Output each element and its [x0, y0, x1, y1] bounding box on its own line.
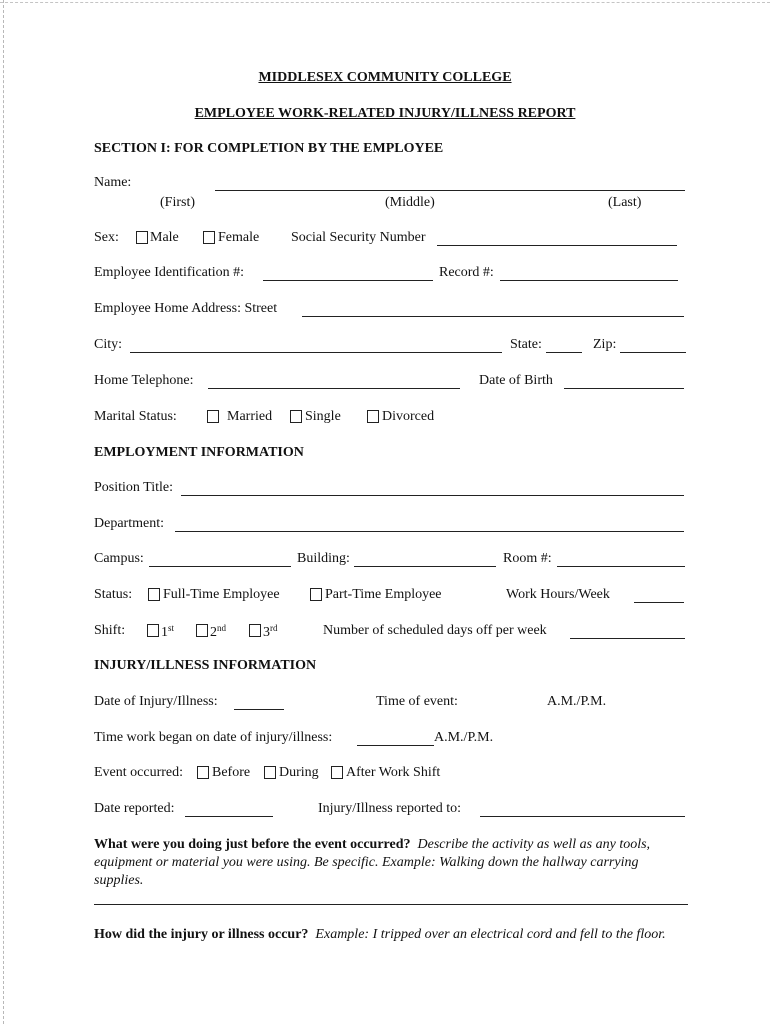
event-ampm-label: A.M./P.M.: [547, 694, 607, 709]
after-label: After Work Shift: [346, 765, 441, 780]
room-label: Room #:: [503, 551, 552, 566]
shift-3rd-label: 3rd: [263, 623, 278, 640]
married-label: Married: [227, 409, 273, 424]
during-checkbox[interactable]: [264, 766, 276, 779]
home-phone-label: Home Telephone:: [94, 373, 194, 388]
page-edge-top: [0, 2, 770, 3]
zip-label: Zip:: [593, 337, 617, 352]
shift-1st-label: 1st: [161, 623, 175, 640]
record-label: Record #:: [439, 265, 494, 280]
time-work-ampm-label: A.M./P.M.: [434, 730, 494, 745]
part-time-label: Part-Time Employee: [325, 587, 442, 602]
male-checkbox[interactable]: [136, 231, 148, 244]
marital-label: Marital Status:: [94, 409, 177, 424]
before-label: Before: [212, 765, 251, 780]
reported-to-field[interactable]: [480, 816, 685, 817]
shift-label: Shift:: [94, 623, 126, 638]
employee-id-label: Employee Identification #:: [94, 265, 245, 280]
city-label: City:: [94, 337, 123, 352]
female-checkbox[interactable]: [203, 231, 215, 244]
department-field[interactable]: [175, 531, 684, 532]
state-field[interactable]: [546, 352, 582, 353]
question-before-event-bold: What were you doing just before the event occurred?: [94, 837, 411, 852]
question-how-occurred-bold: How did the injury or illness occur?: [94, 927, 309, 942]
event-occurred-label: Event occurred:: [94, 765, 184, 780]
divorced-checkbox[interactable]: [367, 410, 379, 423]
injury-heading: INJURY/ILLNESS INFORMATION: [94, 658, 317, 673]
ssn-label: Social Security Number: [291, 230, 426, 245]
dob-label: Date of Birth: [479, 373, 553, 388]
full-time-label: Full-Time Employee: [163, 587, 280, 602]
question-before-event-italic: Describe the activity as well as any tools, equipment or material you were using. Be specific. Example: Walking down the hallway carrying supplies.: [94, 837, 651, 888]
injury-date-field[interactable]: [234, 709, 284, 710]
first-name-caption: (First): [160, 195, 195, 210]
before-checkbox[interactable]: [197, 766, 209, 779]
answer-before-event-line[interactable]: [94, 904, 688, 905]
campus-field[interactable]: [149, 566, 291, 567]
injury-date-label: Date of Injury/Illness:: [94, 694, 218, 709]
room-field[interactable]: [557, 566, 685, 567]
position-field[interactable]: [181, 495, 684, 496]
name-label: Name:: [94, 175, 132, 190]
home-address-label: Employee Home Address: Street: [94, 301, 278, 316]
shift-3rd-checkbox[interactable]: [249, 624, 261, 637]
divorced-label: Divorced: [382, 409, 435, 424]
question-before-event: [94, 836, 690, 890]
sex-label: Sex:: [94, 230, 119, 245]
report-title: EMPLOYEE WORK-RELATED INJURY/ILLNESS REPORT: [194, 106, 576, 121]
home-phone-field[interactable]: [208, 388, 460, 389]
part-time-checkbox[interactable]: [310, 588, 322, 601]
name-field[interactable]: [215, 190, 685, 191]
single-label: Single: [305, 409, 341, 424]
single-checkbox[interactable]: [290, 410, 302, 423]
reported-to-label: Injury/Illness reported to:: [318, 801, 462, 816]
event-time-label: Time of event:: [376, 694, 458, 709]
status-label: Status:: [94, 587, 133, 602]
question-how-occurred-italic: Example: I tripped over an electrical cord and fell to the floor.: [315, 927, 666, 942]
shift-1st-checkbox[interactable]: [147, 624, 159, 637]
section1-heading: SECTION I: FOR COMPLETION BY THE EMPLOYEE: [94, 141, 444, 156]
street-field[interactable]: [302, 316, 684, 317]
male-label: Male: [150, 230, 179, 245]
department-label: Department:: [94, 516, 164, 531]
state-label: State:: [510, 337, 542, 352]
record-field[interactable]: [500, 280, 678, 281]
shift-2nd-label: 2nd: [210, 623, 226, 640]
employment-heading: EMPLOYMENT INFORMATION: [94, 445, 304, 460]
building-label: Building:: [297, 551, 350, 566]
zip-field[interactable]: [620, 352, 686, 353]
middle-name-caption: (Middle): [385, 195, 435, 210]
full-time-checkbox[interactable]: [148, 588, 160, 601]
female-label: Female: [218, 230, 260, 245]
campus-label: Campus:: [94, 551, 144, 566]
date-reported-label: Date reported:: [94, 801, 175, 816]
dob-field[interactable]: [564, 388, 684, 389]
date-reported-field[interactable]: [185, 816, 273, 817]
ssn-field[interactable]: [437, 245, 677, 246]
employee-id-field[interactable]: [263, 280, 433, 281]
page-edge-left: [3, 0, 4, 1024]
city-field[interactable]: [130, 352, 502, 353]
time-work-began-label: Time work began on date of injury/illness:: [94, 730, 333, 745]
days-off-label: Number of scheduled days off per week: [323, 623, 547, 638]
shift-2nd-checkbox[interactable]: [196, 624, 208, 637]
building-field[interactable]: [354, 566, 496, 567]
position-label: Position Title:: [94, 480, 173, 495]
during-label: During: [279, 765, 319, 780]
days-off-field[interactable]: [570, 638, 685, 639]
question-how-occurred: [94, 926, 690, 944]
time-work-began-field[interactable]: [357, 745, 434, 746]
work-hours-field[interactable]: [634, 602, 684, 603]
married-checkbox[interactable]: [207, 410, 219, 423]
work-hours-label: Work Hours/Week: [506, 587, 610, 602]
last-name-caption: (Last): [608, 195, 642, 210]
college-title: MIDDLESEX COMMUNITY COLLEGE: [258, 70, 512, 85]
after-checkbox[interactable]: [331, 766, 343, 779]
